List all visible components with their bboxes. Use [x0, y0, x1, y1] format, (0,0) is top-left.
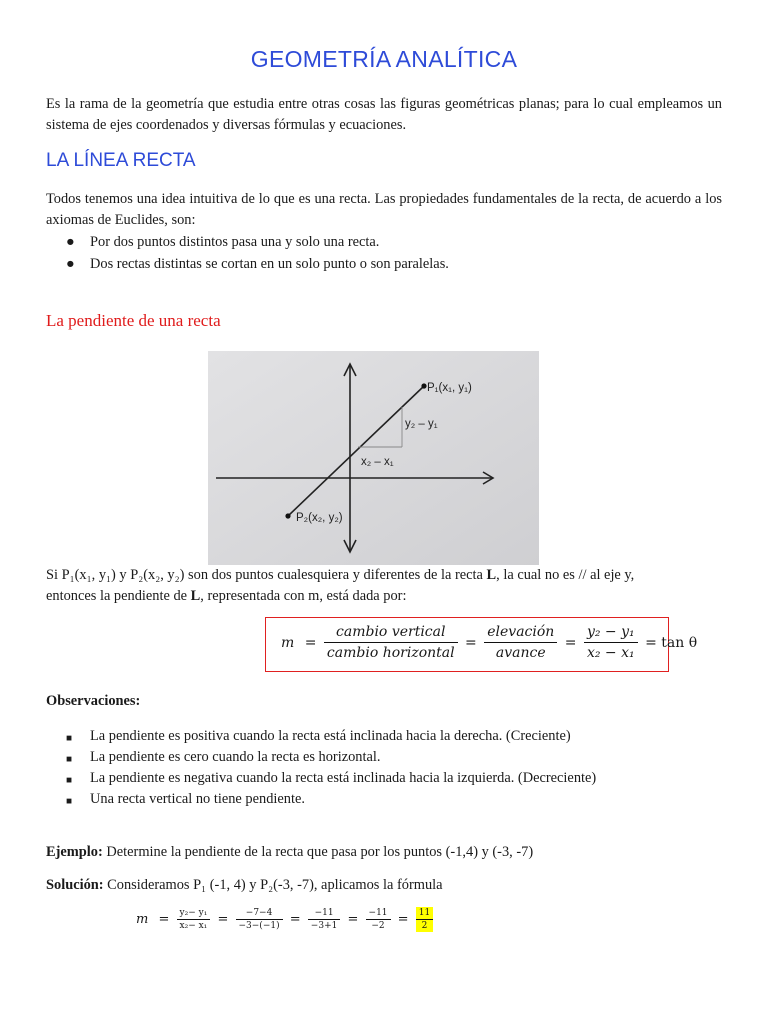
solution-line: Solución: Consideramos P₁ (-1, 4) y P₂(-3, -7), aplicamos la fórmula — [46, 877, 443, 893]
list-item: ■ La pendiente es cero cuando la recta es horizontal. — [66, 746, 726, 768]
list-item: ■ La pendiente es negativa cuando la recta está inclinada hacia la izquierda. (Decreciente) — [66, 767, 726, 789]
square-bullet-icon: ■ — [66, 796, 73, 807]
section-heading-linea-recta: LA LÍNEA RECTA — [46, 150, 196, 171]
slope-formula: m = $\frac{\text{cambio vertical}}{\text{cambio horizontal}}$ = $\frac{\text{elevación}}{\text{avance}}$ = $\frac{\text{y₂ − y₁}}{\text{x₂ − x₁}}$ = tan θ — [281, 624, 698, 661]
solution-formula: m = $\frac{\text{y₂− y₁}}{\text{x₂− x₁}}$ = $\frac{-7-4}{-3-(-1)}$ = $\frac{-11}{-3+1}$ = $\frac{-11}{-2}$ = $\frac{11}{2}$ — [133, 907, 433, 932]
label-p1: P₁(x₁, y₁) — [427, 382, 472, 394]
definition-sentence: Si P₁(x₁, y₁) y P₂(x₂, y₂) son dos puntos cualesquiera y diferentes de la recta L, la cual no es // al eje y, — [46, 567, 635, 583]
fraction-differences: $\frac{\text{y₂ − y₁}}{\text{x₂ − x₁}}$ — [584, 622, 638, 663]
fraction: $\frac{-7-4}{-3-(-1)}$ — [236, 907, 283, 932]
page-title: GEOMETRÍA ANALÍTICA — [250, 46, 518, 72]
slope-formula-box — [265, 617, 698, 672]
fraction-cambio: $\frac{\text{cambio vertical}}{\text{cambio horizontal}}$ — [324, 622, 458, 663]
list-item: ■ La pendiente es positiva cuando la recta está inclinada hacia la derecha. (Creciente) — [66, 725, 726, 747]
label-run: x₂ – x₁ — [361, 456, 394, 468]
point-p1 — [421, 383, 426, 388]
bullet-icon: ● — [66, 234, 75, 250]
result-fraction-highlighted: $\frac{11}{2}$ — [416, 907, 433, 932]
fraction-elevacion: $\frac{\text{elevación}}{\text{avance}}$ — [484, 622, 557, 663]
line-name: L — [486, 567, 497, 583]
list-item: ■ Una recta vertical no tiene pendiente. — [66, 788, 726, 810]
solution-label: Solución: — [46, 877, 104, 893]
slope-figure — [208, 351, 539, 565]
list-item: ● Por dos puntos distintos pasa una y solo una recta. — [66, 231, 716, 253]
intro-paragraph: Es la rama de la geometría que estudia entre otras cosas las figuras geométricas planas; para lo cual empleamos un sistema de ejes coordenados y diversas fórmulas y ecuaciones. — [46, 96, 722, 133]
definition-sentence-2: entonces la pendiente de L, representada con m, está dada por: — [46, 588, 407, 604]
section-heading-pendiente: La pendiente de una recta — [46, 311, 221, 330]
label-rise: y₂ – y₁ — [405, 418, 438, 430]
list-item: ● Dos rectas distintas se cortan en un solo punto o son paralelas. — [66, 253, 716, 275]
fraction: $\frac{-11}{-2}$ — [366, 907, 391, 932]
point-p2 — [285, 513, 290, 518]
fraction: $\frac{-11}{-3+1}$ — [308, 907, 341, 932]
square-bullet-icon: ■ — [66, 733, 73, 744]
square-bullet-icon: ■ — [66, 775, 73, 786]
line-name: L — [190, 588, 201, 604]
fraction: $\frac{\text{y₂− y₁}}{\text{x₂− x₁}}$ — [177, 907, 211, 932]
section1-paragraph: Todos tenemos una idea intuitiva de lo que es una recta. Las propiedades fundamentales de la recta, de acuerdo a los axiomas de Euclides, son: — [46, 191, 722, 228]
bullet-icon: ● — [66, 256, 75, 272]
example-label: Ejemplo: — [46, 844, 103, 860]
observations-heading: Observaciones: — [46, 693, 141, 709]
label-p2: P₂(x₂, y₂) — [296, 512, 343, 524]
square-bullet-icon: ■ — [66, 754, 73, 765]
example-line: Ejemplo: Determine la pendiente de la recta que pasa por los puntos (-1,4) y (-3, -7) — [46, 844, 534, 860]
